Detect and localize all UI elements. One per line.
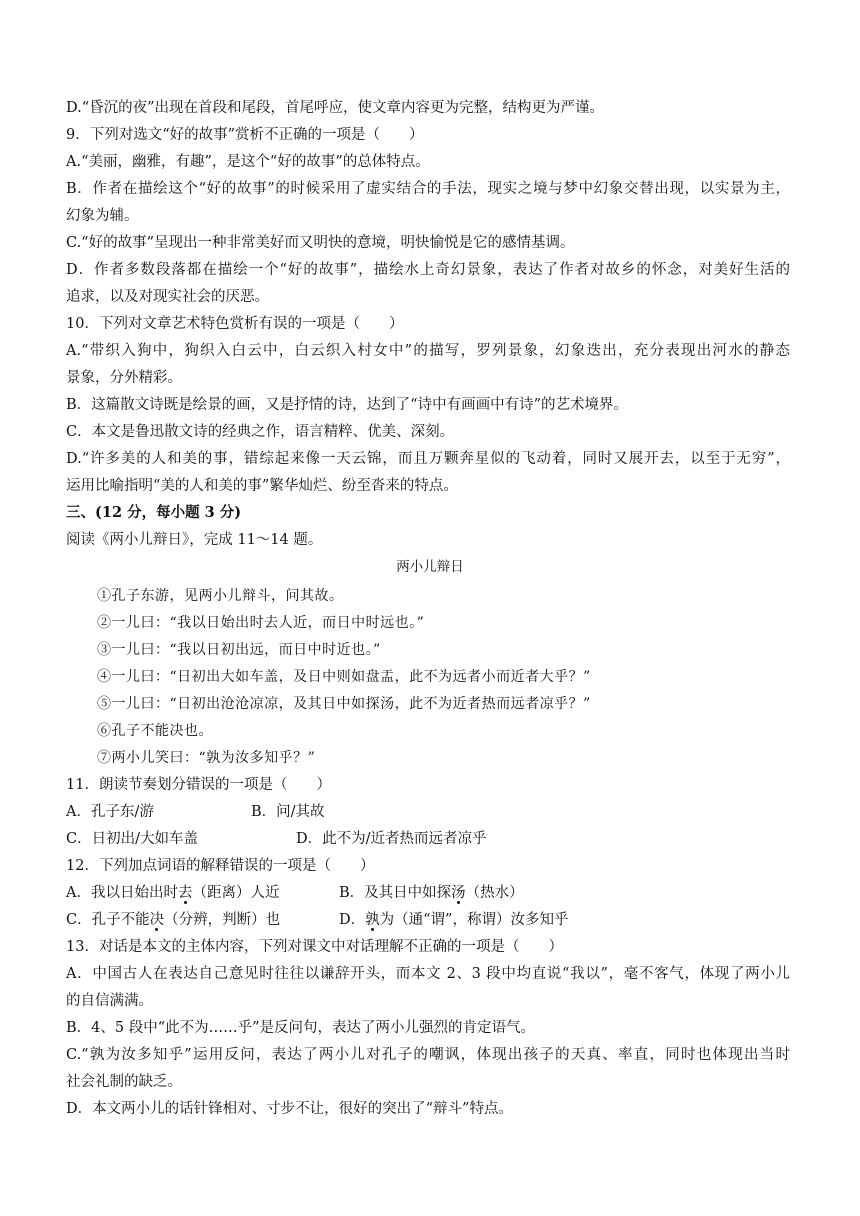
- q12-option-b: B．及其日中如探汤（热水）: [339, 885, 524, 901]
- passage-paragraph: ④一儿曰：“日初出大如车盖，及日中则如盘盂，此不为远者小而近者大乎？”: [97, 669, 591, 685]
- q11-option-b: B．问/其故: [251, 804, 325, 820]
- q13-option-c-line1: C.“孰为汝多知乎”运用反问，表达了两小儿对孔子的嘲讽，体现出孩子的天真、率直，同时也体现出当时: [66, 1047, 790, 1063]
- q13-option-a-line2: 的自信满满。: [66, 993, 153, 1009]
- q12-stem: 12．下列加点词语的解释错误的一项是（ ）: [66, 858, 375, 874]
- q12-option-c: C．孔子不能决（分辨，判断）也: [66, 912, 281, 928]
- q13-option-b: B．4、5 段中“此不为……乎”是反问句，表达了两小儿强烈的肯定语气。: [66, 1020, 536, 1036]
- q13-option-d: D．本文两小儿的话针锋相对、寸步不让，很好的突出了“辩斗”特点。: [66, 1101, 513, 1117]
- q9-option-c: C.“好的故事”呈现出一种非常美好而又明快的意境，明快愉悦是它的感情基调。: [66, 235, 575, 251]
- q12-option-a: A．我以日始出时去（距离）人近: [66, 885, 280, 901]
- q13-stem: 13．对话是本文的主体内容，下列对课文中对话理解不正确的一项是（ ）: [66, 939, 563, 955]
- q11-stem: 11．朗读节奏划分错误的一项是（ ）: [66, 777, 331, 793]
- q10-option-a-line2: 景象，分外精彩。: [66, 370, 182, 386]
- q11-option-d: D．此不为/近者热而远者凉乎: [296, 831, 487, 847]
- q10-option-a-line1: A.“带织入狗中，狗织入白云中，白云织入村女中”的描写，罗列景象，幻象迭出，充分表现出河水的静态: [66, 343, 790, 359]
- emphasized-word: 孰: [365, 912, 380, 928]
- q10-stem: 10．下列对文章艺术特色赏析有误的一项是（ ）: [66, 316, 404, 332]
- passage-paragraph: ⑥孔子不能决也。: [97, 723, 213, 739]
- q13-option-c-line2: 社会礼制的缺乏。: [66, 1074, 182, 1090]
- passage-title: 两小儿辩日: [396, 559, 464, 575]
- emphasized-word: 汤: [451, 885, 466, 901]
- passage-paragraph: ⑦两小儿笑曰：“孰为汝多知乎？”: [97, 750, 316, 766]
- q11-option-a: A．孔子东/游: [66, 804, 154, 820]
- q9-option-d-line1: D．作者多数段落都在描绘一个“好的故事”，描绘水上奇幻景象，表达了作者对故乡的怀念，对美好生活的: [66, 262, 790, 278]
- q12-option-d: D．孰为（通“谓”，称谓）汝多知乎: [339, 912, 569, 928]
- passage-paragraph: ⑤一儿曰：“日初出沧沧凉凉，及其日中如探汤，此不为近者热而远者凉乎？”: [97, 696, 591, 712]
- q10-option-b: B．这篇散文诗既是绘景的画，又是抒情的诗，达到了“诗中有画画中有诗”的艺术境界。: [66, 397, 628, 413]
- passage-paragraph: ①孔子东游，见两小儿辩斗，问其故。: [97, 588, 344, 604]
- passage-paragraph: ②一儿曰：“我以日始出时去人近，而日中时远也。”: [97, 615, 425, 631]
- q10-option-c: C．本文是鲁迅散文诗的经典之作，语言精粹、优美、深刻。: [66, 424, 455, 440]
- section-heading: 三、(12 分，每小题 3 分): [66, 504, 242, 521]
- q11-option-c: C．日初出/大如车盖: [66, 831, 198, 847]
- q10-option-d-line2: 运用比喻指明“美的人和美的事”繁华灿烂、纷至沓来的特点。: [66, 478, 458, 494]
- q9-option-a: A.“美丽，幽雅，有趣”，是这个“好的故事”的总体特点。: [66, 154, 430, 170]
- q10-option-d-line1: D.“许多美的人和美的事，错综起来像一天云锦，而且万颗奔星似的飞动着，同时又展开去，以至于无穷”，: [66, 451, 790, 467]
- emphasized-word: 决: [149, 912, 165, 928]
- q9-stem: 9．下列对选文“好的故事”赏析不正确的一项是（ ）: [66, 127, 424, 143]
- q9-option-b-line2: 幻象为辅。: [66, 208, 139, 224]
- q9-option-b-line1: B．作者在描绘这个“好的故事”的时候采用了虚实结合的手法，现实之境与梦中幻象交替出现，以实景为主，: [66, 181, 790, 197]
- q8-option-d: D.“昏沉的夜”出现在首段和尾段，首尾呼应，使文章内容更为完整，结构更为严谨。: [66, 100, 605, 116]
- q9-option-d-line2: 追求，以及对现实社会的厌恶。: [66, 289, 269, 305]
- reading-instruction: 阅读《两小儿辩日》，完成 11～14 题。: [66, 532, 323, 548]
- emphasized-word: 去: [177, 885, 193, 901]
- passage-paragraph: ③一儿曰：“我以日初出远，而日中时近也。”: [97, 642, 381, 658]
- q13-option-a-line1: A．中国古人在表达自己意见时往往以谦辞开头，而本文 2、3 段中均直说“我以”，毫不客气，体现了两小儿: [66, 966, 790, 982]
